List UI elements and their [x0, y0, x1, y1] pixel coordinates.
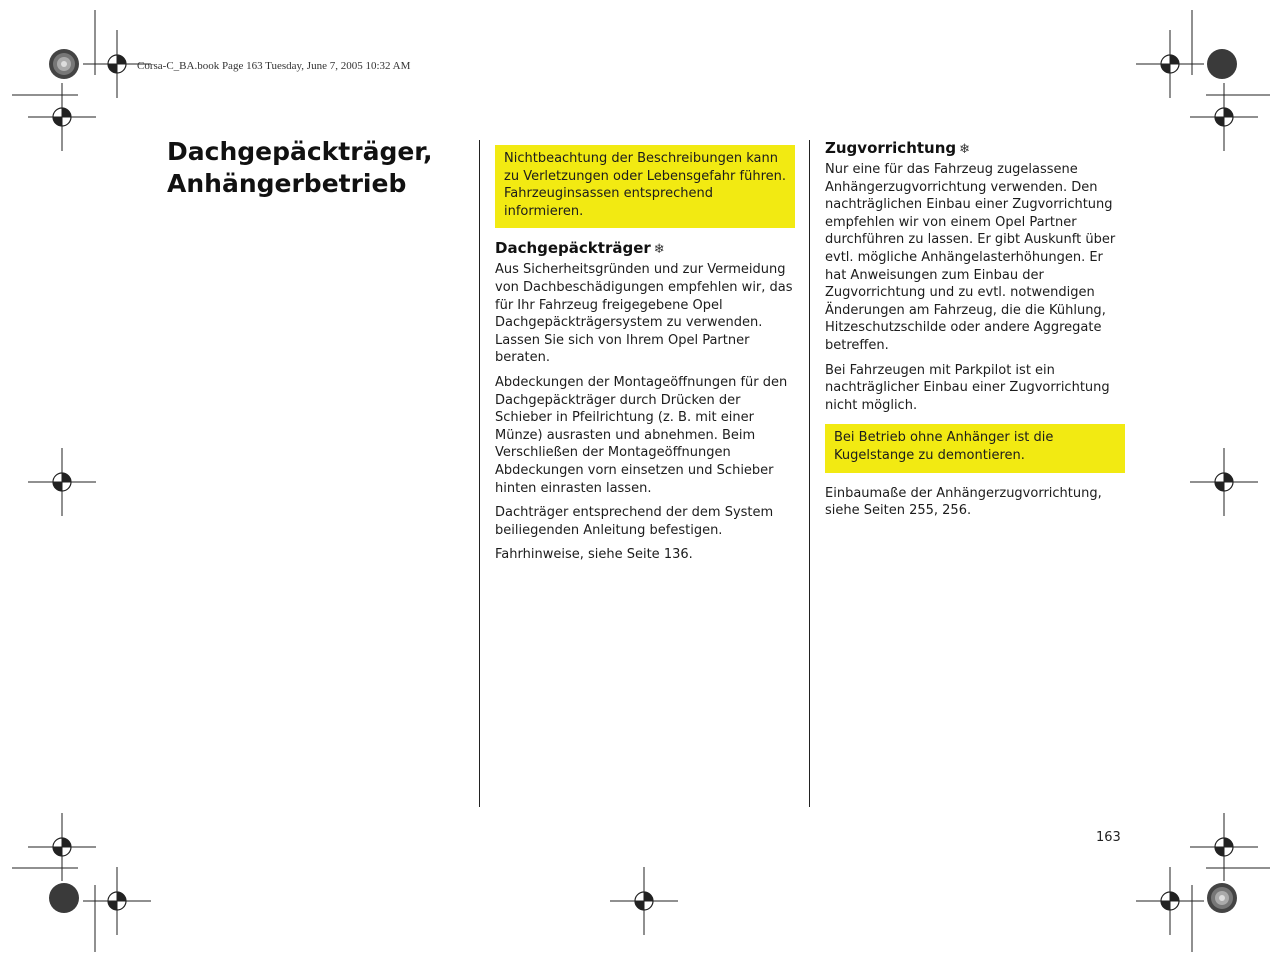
paragraph: Aus Sicherheitsgründen und zur Vermeidung von Dachbeschädigungen empfehlen wir, das für Ihr Fahrzeug freigegebene Opel Dachgepäckträgersystem zu verwenden. Lassen Sie sich von Ihrem Opel Partner beraten.: [495, 262, 793, 366]
paragraph: Abdeckungen der Montageöffnungen für den Dachgepäckträger durch Drücken der Schieber in Pfeilrichtung (z. B. mit einer Münze) ausrasten und abnehmen. Beim Verschließen der Montageöffnungen Abdeckungen vorn einsetzen und Schieber hinten einrasten lassen.: [495, 374, 788, 496]
warning-box: Nichtbeachtung der Beschreibungen kann zu Verletzungen oder Lebensgefahr führen. Fahrzeuginsassen entsprechend informieren.: [495, 145, 795, 228]
chapter-title-line-2: Anhängerbetrieb: [167, 169, 407, 198]
column-roof-rack: [495, 145, 795, 571]
paragraph-closing: Einbaumaße der Anhängerzugvorrichtung, siehe Seiten 255, 256.: [825, 485, 1102, 519]
snowflake-icon: ❄: [653, 242, 665, 258]
chapter-title: [167, 136, 457, 200]
registration-target-top-right: [1207, 49, 1237, 79]
column-divider-left: [479, 140, 480, 807]
section-heading-text: Zugvorrichtung: [825, 139, 957, 157]
paragraph: Fahrhinweise, siehe Seite 136.: [495, 547, 693, 563]
section-heading-towing: [825, 138, 1125, 160]
registration-target-top-left: [49, 49, 79, 79]
snowflake-icon: ❄: [959, 142, 971, 157]
warning-box: Bei Betrieb ohne Anhänger ist die Kugelstange zu demontieren.: [825, 424, 1125, 472]
column-divider-right: [809, 140, 810, 807]
running-header: Corsa-C_BA.book Page 163 Tuesday, June 7, 2005 10:32 AM: [137, 60, 411, 72]
paragraph: Dachträger entsprechend der dem System beiliegenden Anleitung befestigen.: [495, 505, 774, 538]
section-heading-roof-rack: [495, 238, 795, 260]
column-towing-device: [825, 138, 1125, 527]
paragraph: Nur eine für das Fahrzeug zugelassene Anhängerzugvorrichtung verwenden. Den nachträglichen Einbau einer Zugvorrichtung empfehlen wir von einem Opel Partner durchführen zu lassen. Er gibt Auskunft über evtl. mögliche Anhängelasterhöhungen. Er hat Anweisungen zum Einbau der Zugvorrichtung und zu evtl. notwendigen Änderungen am Fahrzeug, die die Kühlung, Hitzeschutzschilde oder andere Aggregate betreffen.: [825, 162, 1116, 353]
page-number: 163: [1096, 830, 1121, 845]
chapter-title-line-1: Dachgepäckträger,: [167, 137, 433, 166]
paragraph: Bei Fahrzeugen mit Parkpilot ist ein nachträglicher Einbau einer Zugvorrichtung nicht möglich.: [825, 362, 1110, 413]
section-heading-text: Dachgepäckträger: [495, 239, 651, 258]
